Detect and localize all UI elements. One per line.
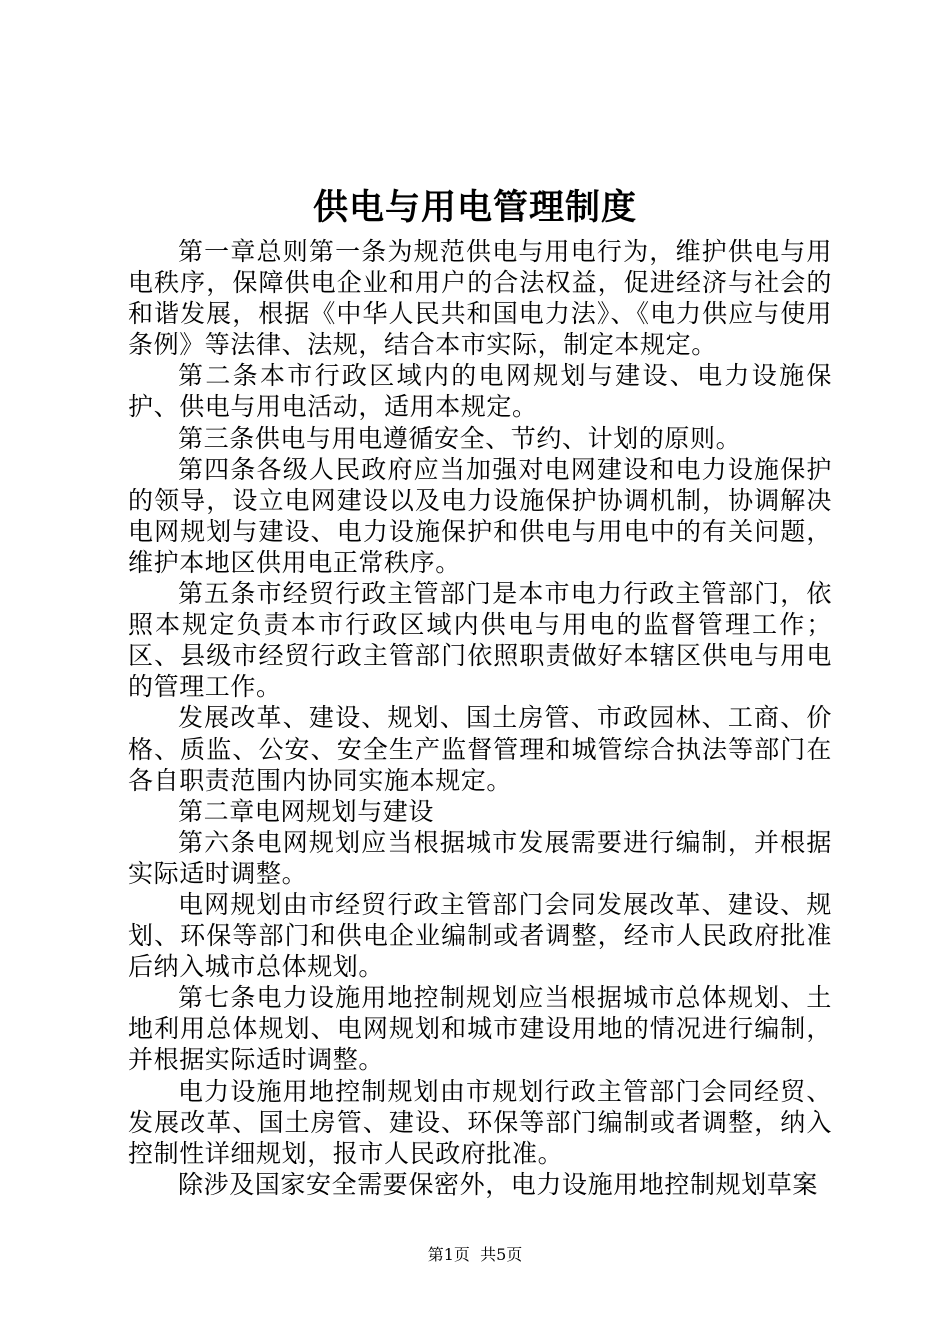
paragraph-3: 第三条供电与用电遵循安全、节约、计划的原则。 (178, 423, 742, 453)
paragraph-8: 电网规划由市经贸行政主管部门会同发展改革、建设、规划、环保等部门和供电企业编制或者调整，经市人民政府批准后纳入城市总体规划。 (128, 889, 832, 982)
paragraph-1: 第一章总则第一条为规范供电与用电行为，维护供电与用电秩序，保障供电企业和用户的合法权益，促进经济与社会的和谐发展，根据《中华人民共和国电力法》、《电力供应与使用条例》等法律、法规，结合本市实际，制定本规定。 (128, 237, 832, 360)
chapter-2-heading: 第二章电网规划与建设 (178, 796, 435, 826)
paragraph-2: 第二条本市行政区域内的电网规划与建设、电力设施保护、供电与用电活动，适用本规定。 (128, 361, 832, 422)
paragraph-7: 第六条电网规划应当根据城市发展需要进行编制，并根据实际适时调整。 (128, 827, 832, 888)
paragraph-9: 第七条电力设施用地控制规划应当根据城市总体规划、土地利用总体规划、电网规划和城市建设用地的情况进行编制，并根据实际适时调整。 (128, 983, 832, 1075)
paragraph-6: 发展改革、建设、规划、国土房管、市政园林、工商、价格、质监、公安、安全生产监督管理和城管综合执法等部门在各自职责范围内协同实施本规定。 (128, 703, 832, 795)
footer-separator (470, 1245, 480, 1264)
page-total: 共5页 (480, 1245, 523, 1264)
paragraph-10: 电力设施用地控制规划由市规划行政主管部门会同经贸、发展改革、国土房管、建设、环保等部门编制或者调整，纳入控制性详细规划，报市人民政府批准。 (128, 1076, 832, 1168)
paragraph-11: 除涉及国家安全需要保密外，电力设施用地控制规划草案 (178, 1169, 819, 1199)
page-footer (0, 1243, 950, 1267)
paragraph-5: 第五条市经贸行政主管部门是本市电力行政主管部门，依照本规定负责本市行政区域内供电与用电的监督管理工作；区、县级市经贸行政主管部门依照职责做好本辖区供电与用电的管理工作。 (128, 579, 832, 702)
document-body (128, 236, 832, 1200)
paragraph-4: 第四条各级人民政府应当加强对电网建设和电力设施保护的领导，设立电网建设以及电力设施保护协调机制，协调解决电网规划与建设、电力设施保护和供电与用电中的有关问题，维护本地区供用电正常秩序。 (128, 454, 832, 577)
page-number: 第1页 (427, 1245, 470, 1264)
document-title: 供电与用电管理制度 (312, 187, 637, 228)
